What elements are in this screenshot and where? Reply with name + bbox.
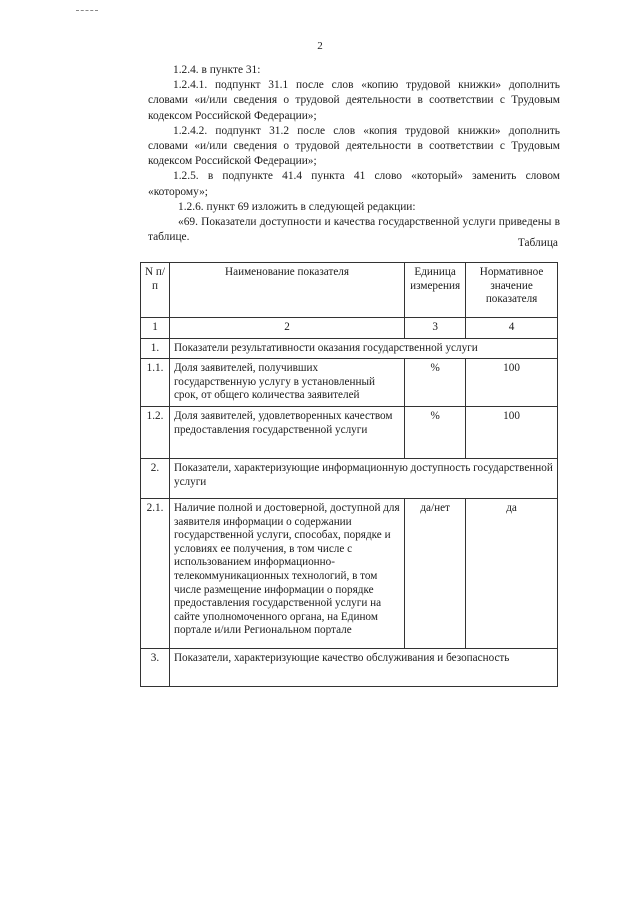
indicators-table xyxy=(140,262,558,687)
indicator-unit: % xyxy=(405,359,466,407)
table-row xyxy=(141,338,558,359)
indicator-name: Доля заявителей, получивших государственную услугу в установленный срок, от общего количества заявителей xyxy=(169,359,404,407)
paragraph-1-2-4-1: 1.2.4.1. подпункт 31.1 после слов «копию трудовой книжки» дополнить словами «и/или сведения о трудовой деятельности в соответствии с Трудовым кодексом Российской Федерации»; xyxy=(148,79,560,122)
section-title: Показатели результативности оказания государственной услуги xyxy=(169,338,557,359)
paragraph-1-2-4: 1.2.4. в пункте 31: xyxy=(173,64,261,76)
table-row xyxy=(141,406,558,458)
indicator-unit: да/нет xyxy=(405,498,466,648)
header-value: Нормативное значение показателя xyxy=(466,263,558,318)
indicator-value: 100 xyxy=(466,406,558,458)
indicator-name: Наличие полной и достоверной, доступной для заявителя информации о содержании государственной услуги, способах, порядке и условиях ее получения, в том числе с использованием информационно-телекоммуникационных технологий, в том числе размещение информации о порядке предоставления государственной услуги на сайте уполномоченного органа, на Едином портале и/или Региональном портале xyxy=(169,498,404,648)
row-number: 2. xyxy=(141,458,170,498)
paragraph-69: «69. Показатели доступности и качества государственной услуги приведены в таблице. xyxy=(148,216,560,244)
row-number: 3. xyxy=(141,648,170,686)
section-title: Показатели, характеризующие информационную доступность государственной услуги xyxy=(169,458,557,498)
indicator-value: да xyxy=(466,498,558,648)
section-title: Показатели, характеризующие качество обслуживания и безопасность xyxy=(169,648,557,686)
page-number: 2 xyxy=(317,40,323,52)
body-text xyxy=(148,63,560,245)
table-row xyxy=(141,458,558,498)
indicator-name: Доля заявителей, удовлетворенных качеством предоставления государственной услуги xyxy=(169,406,404,458)
indicator-unit: % xyxy=(405,406,466,458)
paragraph-1-2-4-2: 1.2.4.2. подпункт 31.2 после слов «копия трудовой книжки» дополнить словами «и/или сведения о трудовой деятельности в соответствии с Трудовым кодексом Российской Федерации»; xyxy=(148,124,560,168)
scan-mark xyxy=(76,10,98,11)
header-number: N п/п xyxy=(141,263,170,318)
row-number: 1. xyxy=(141,338,170,359)
row-number: 1.2. xyxy=(141,406,170,458)
paragraph-1-2-6: 1.2.6. пункт 69 изложить в следующей редакции: xyxy=(178,200,416,213)
paragraph-1-2-5: 1.2.5. в подпункте 41.4 пункта 41 слово «который» заменить словом «которому»; xyxy=(148,170,560,198)
table-row xyxy=(141,498,558,648)
table-caption: Таблица xyxy=(517,237,558,249)
header-name: Наименование показателя xyxy=(169,263,404,318)
header-unit: Единица измерения xyxy=(405,263,466,318)
column-number: 4 xyxy=(466,318,558,339)
table-row xyxy=(141,648,558,686)
table-row xyxy=(141,359,558,407)
column-number: 2 xyxy=(169,318,404,339)
row-number: 2.1. xyxy=(141,498,170,648)
table-column-numbers-row xyxy=(141,318,558,339)
indicator-value: 100 xyxy=(466,359,558,407)
row-number: 1.1. xyxy=(141,359,170,407)
table-header-row xyxy=(141,263,558,318)
column-number: 3 xyxy=(405,318,466,339)
column-number: 1 xyxy=(141,318,170,339)
